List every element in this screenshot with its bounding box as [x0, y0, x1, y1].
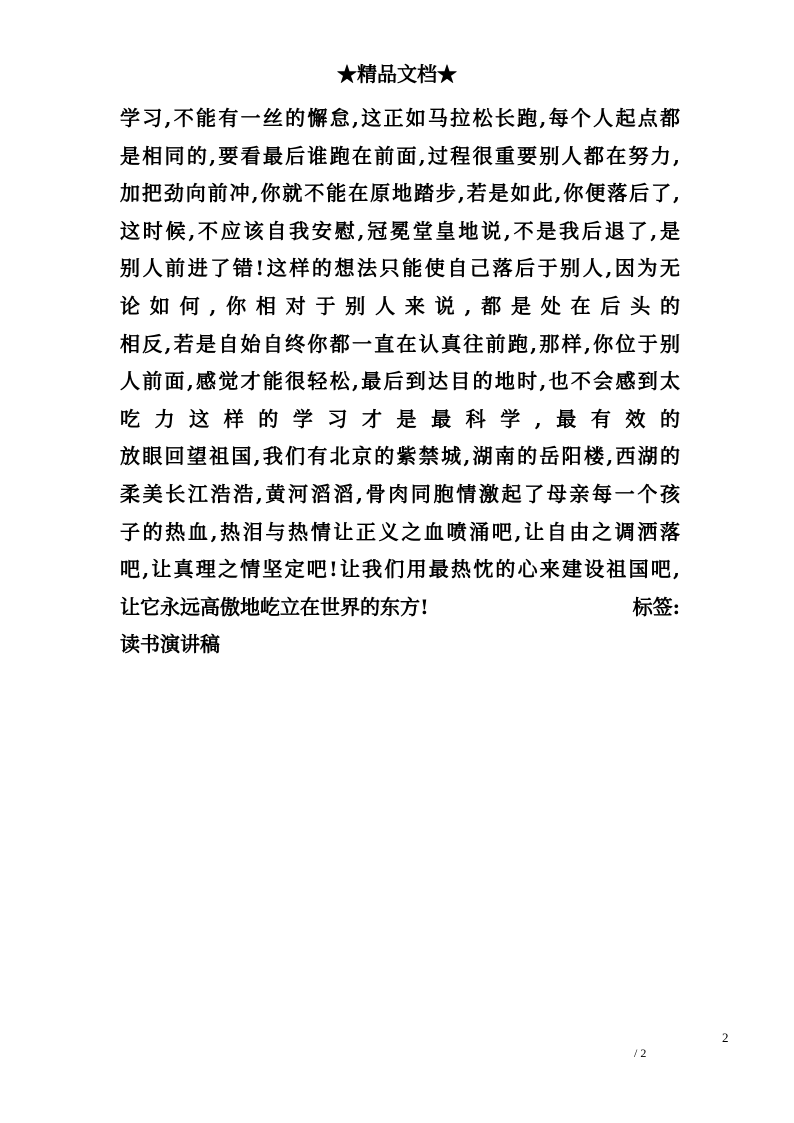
text-line: 子的热血,热泪与热情让正义之血喷涌吧,让自由之调洒落 [120, 519, 680, 544]
page-number: 2 [722, 1030, 729, 1045]
document-header: ★精品文档★ [337, 62, 457, 86]
text-line: 加把劲向前冲,你就不能在原地踏步,若是如此,你便落后了, [120, 181, 680, 206]
closing-sentence: 让它永远高傲地屹立在世界的东方! [120, 594, 429, 619]
page-total: / 2 [634, 1046, 647, 1060]
text-line: 放眼回望祖国,我们有北京的紫禁城,湖南的岳阳楼,西湖的 [120, 444, 680, 469]
text-line: 论如何,你相对于别人来说,都是处在后头的 [120, 293, 680, 318]
text-line: 是相同的,要看最后谁跑在前面,过程很重要别人都在努力, [120, 143, 680, 168]
tags-label: 标签: [632, 594, 680, 619]
text-line: 柔美长江浩浩,黄河滔滔,骨肉同胞情激起了母亲每一个孩 [120, 481, 680, 506]
text-line: 吃力这样的学习才是最科学,最有效的 [120, 406, 680, 431]
text-line: 吧,让真理之情坚定吧!让我们用最热忱的心来建设祖国吧, [120, 557, 680, 582]
tags-value: 读书演讲稿 [120, 632, 220, 657]
text-line: 学习,不能有一丝的懈怠,这正如马拉松长跑,每个人起点都 [120, 106, 680, 130]
text-line: 这时候,不应该自我安慰,冠冕堂皇地说,不是我后退了,是 [120, 218, 680, 243]
closing-line [120, 589, 680, 627]
document-body [120, 100, 680, 664]
text-line: 人前面,感觉才能很轻松,最后到达目的地时,也不会感到太 [120, 369, 680, 394]
text-line: 别人前进了错!这样的想法只能使自己落后于别人,因为无 [120, 256, 680, 281]
text-line: 相反,若是自始自终你都一直在认真往前跑,那样,你位于别 [120, 331, 680, 356]
